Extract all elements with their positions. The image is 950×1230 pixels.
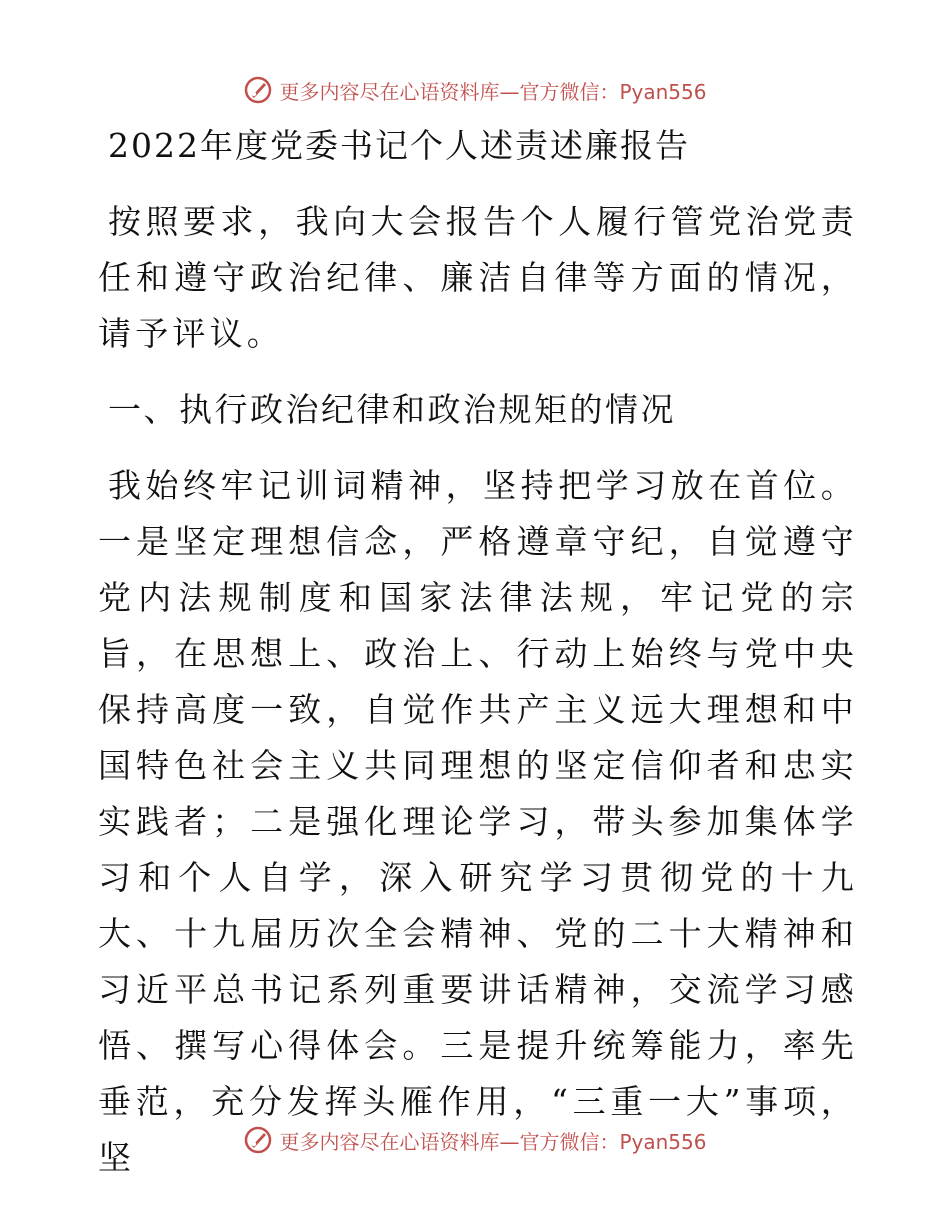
- watermark-top: [0, 70, 950, 110]
- quill-logo-icon: [243, 75, 273, 105]
- watermark-text: 更多内容尽在心语资料库—官方微信：Pyan556: [279, 79, 707, 104]
- document-title: 2022年度党委书记个人述责述廉报告: [108, 126, 690, 165]
- section-paragraph: 我始终牢记训词精神，坚持把学习放在首位。一是坚定理想信念，严格遵章守纪，自觉遵守党内法规制度和国家法律法规，牢记党的宗旨，在思想上、政治上、行动上始终与党中央保持高度一致，自觉作共产主义远大理想和中国特色社会主义共同理想的坚定信仰者和忠实实践者；二是强化理论学习，带头参加集体学习和个人自学，深入研究学习贯彻党的十九大、十九届历次全会精神、党的二十大精神和习近平总书记系列重要讲话精神，交流学习感悟、撰写心得体会。三是提升统筹能力，率先垂范，充分发挥头雁作用，“三重一大”事项，坚: [98, 466, 858, 1177]
- intro-paragraph: 按照要求，我向大会报告个人履行管党治党责任和遵守政治纪律、廉洁自律等方面的情况，请予评议。: [98, 202, 858, 353]
- section-heading: 一、执行政治纪律和政治规矩的情况: [108, 390, 676, 429]
- quill-logo-icon: [243, 1125, 273, 1155]
- document-body: [98, 118, 858, 1186]
- watermark-text: 更多内容尽在心语资料库—官方微信：Pyan556: [279, 1129, 707, 1154]
- watermark-bottom: [0, 1120, 950, 1160]
